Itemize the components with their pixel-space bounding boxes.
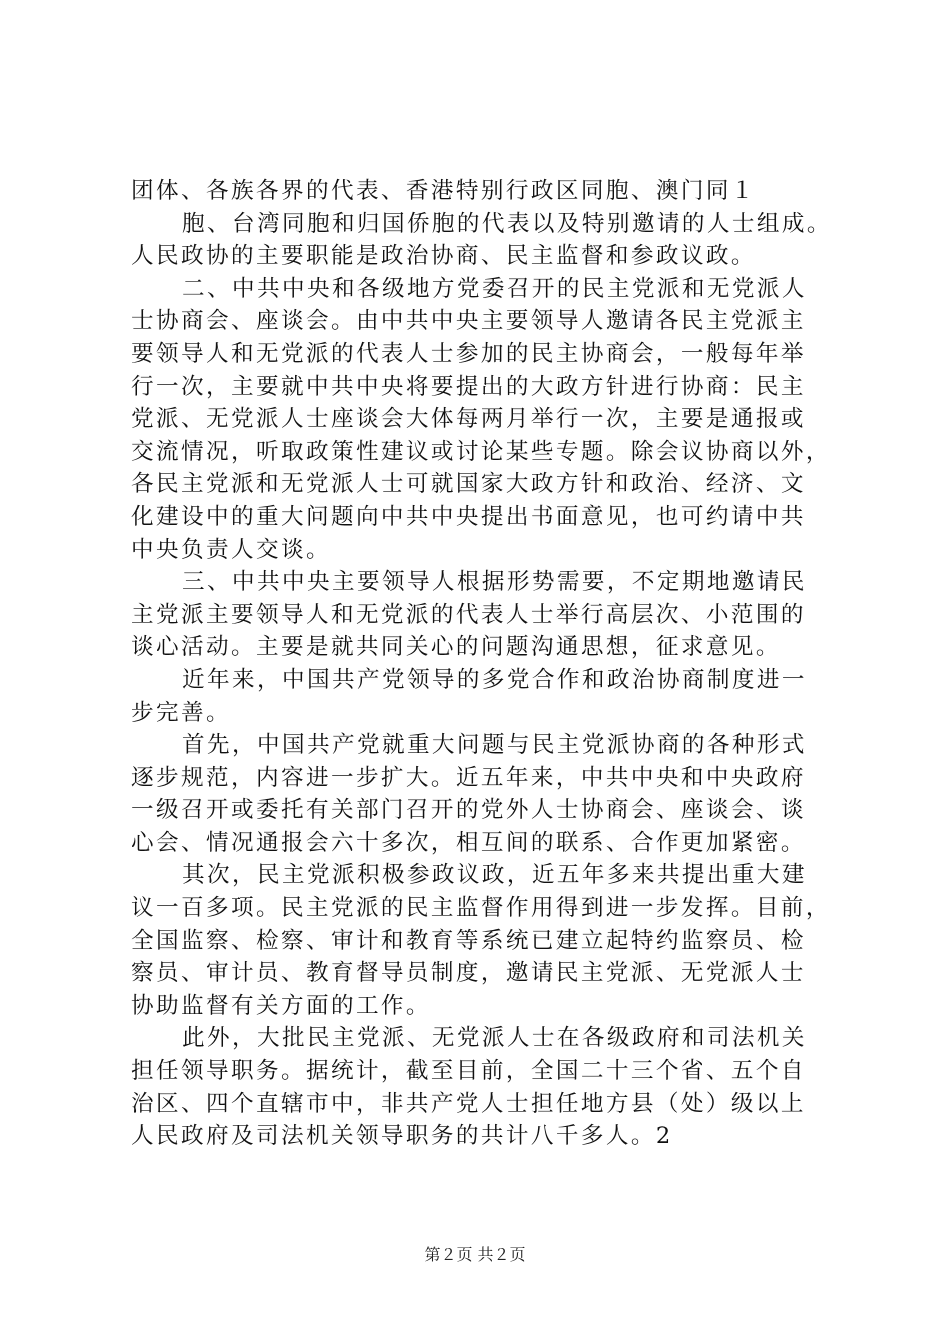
body-text: [131, 175, 831, 1153]
text-line: 二、中共中央和各级地方党委召开的民主党派和无党派人: [182, 275, 807, 302]
text-line: 首先，中国共产党就重大问题与民主党派协商的各种形式: [182, 732, 807, 759]
text-line: 团体、各族各界的代表、香港特别行政区同胞、澳门同１: [131, 178, 756, 204]
text-line: 胞、台湾同胞和归国侨胞的代表以及特别邀请的人士组成。: [182, 210, 832, 237]
text-line: 士协商会、座谈会。由中共中央主要领导人邀请各民主党派主: [131, 308, 806, 335]
text-line: 主党派主要领导人和无党派的代表人士举行高层次、小范围的: [131, 601, 806, 628]
text-line: 三、中共中央主要领导人根据形势需要，不定期地邀请民: [182, 569, 807, 596]
text-line: 近年来，中国共产党领导的多党合作和政治协商制度进一: [182, 666, 807, 693]
text-line: 担任领导职务。据统计，截至目前，全国二十三个省、五个自: [131, 1058, 806, 1085]
text-line: 行一次，主要就中共中央将要提出的大政方针进行协商：民主: [131, 373, 806, 400]
text-line: 谈心活动。主要是就共同关心的问题沟通思想，征求意见。: [131, 634, 781, 661]
text-line: 人民政府及司法机关领导职务的共计八千多人。2: [131, 1123, 673, 1150]
text-line: 化建设中的重大问题向中共中央提出书面意见，也可约请中共: [131, 503, 806, 530]
text-line: 步完善。: [131, 699, 231, 726]
text-line: 党派、无党派人士座谈会大体每两月举行一次，主要是通报或: [131, 406, 806, 433]
text-line: 一级召开或委托有关部门召开的党外人士协商会、座谈会、谈: [131, 797, 806, 824]
text-line: 察员、审计员、教育督导员制度，邀请民主党派、无党派人士: [131, 960, 806, 987]
text-line: 此外，大批民主党派、无党派人士在各级政府和司法机关: [182, 1025, 807, 1052]
text-line: 全国监察、检察、审计和教育等系统已建立起特约监察员、检: [131, 927, 806, 954]
text-line: 心会、情况通报会六十多次，相互间的联系、合作更加紧密。: [131, 829, 806, 856]
text-line: 中央负责人交谈。: [131, 536, 331, 563]
text-line: 协助监督有关方面的工作。: [131, 992, 431, 1019]
text-line: 其次，民主党派积极参政议政，近五年多来共提出重大建: [182, 862, 807, 889]
text-line: 议一百多项。民主党派的民主监督作用得到进一步发挥。目前，: [131, 895, 831, 922]
text-line: 各民主党派和无党派人士可就国家大政方针和政治、经济、文: [131, 471, 806, 498]
text-line: 交流情况，听取政策性建议或讨论某些专题。除会议协商以外，: [131, 438, 831, 465]
text-line: 要领导人和无党派的代表人士参加的民主协商会，一般每年举: [131, 340, 806, 367]
text-line: 逐步规范，内容进一步扩大。近五年来，中共中央和中央政府: [131, 764, 806, 791]
text-line: 人民政协的主要职能是政治协商、民主监督和参政议政。: [131, 243, 756, 270]
text-line: 治区、四个直辖市中，非共产党人士担任地方县（处）级以上: [131, 1090, 806, 1117]
page-footer: 第２页 共２页: [424, 1245, 526, 1264]
